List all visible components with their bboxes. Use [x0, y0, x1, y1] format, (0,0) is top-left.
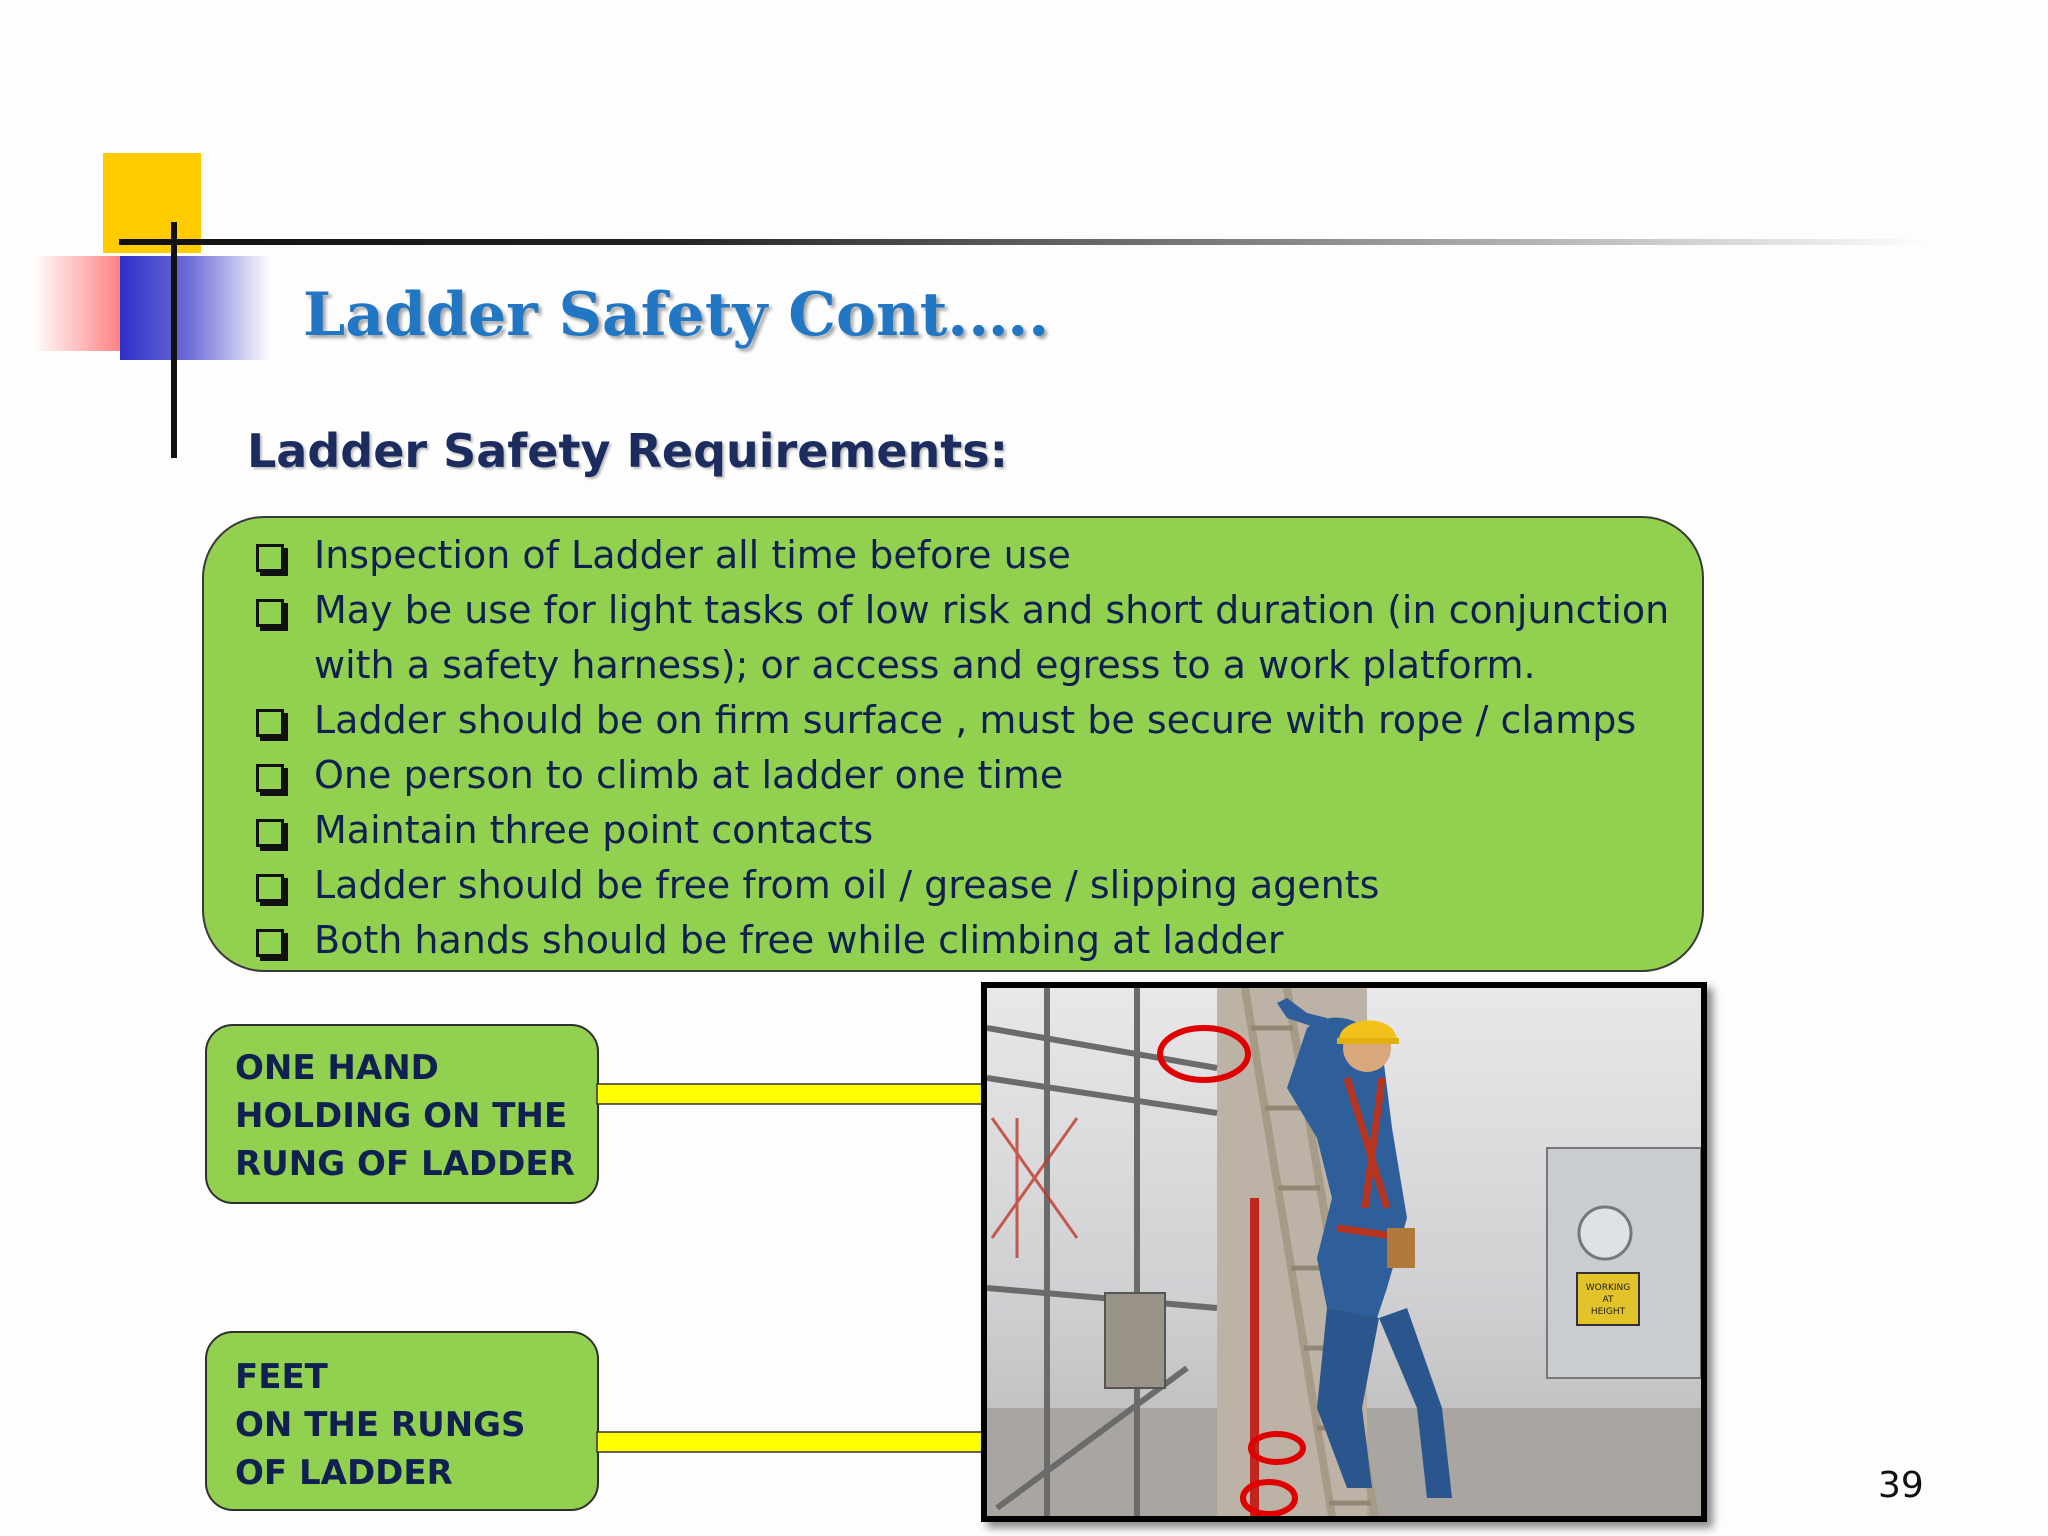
callout-feet	[205, 1331, 599, 1511]
callout-line: OF LADDER	[235, 1453, 453, 1493]
requirement-text: Both hands should be free while climbing at ladder	[314, 918, 1284, 962]
checkbox-bullet-icon	[256, 764, 284, 792]
checkbox-bullet-icon	[256, 819, 284, 847]
requirement-text: Maintain three point contacts	[314, 808, 874, 852]
requirement-text: Ladder should be on firm surface , must be secure with rope / clamps	[314, 698, 1637, 742]
photo-illustration	[987, 988, 1701, 1516]
callout-one-hand-text	[235, 1044, 575, 1188]
title-decoration-blue-gradient	[120, 256, 270, 360]
section-subtitle: Ladder Safety Requirements:	[247, 424, 1009, 478]
title-decoration-horizontal-rule	[119, 239, 1929, 245]
sign-text: AT	[1602, 1295, 1614, 1305]
callout-feet-text	[235, 1353, 526, 1497]
callout-line: ON THE RUNGS	[235, 1405, 526, 1445]
list-item	[252, 803, 1682, 858]
title-decoration-vertical-rule	[171, 222, 177, 458]
requirements-box	[202, 516, 1704, 972]
list-item	[252, 583, 1682, 693]
checkbox-bullet-icon	[256, 874, 284, 902]
list-item	[252, 913, 1682, 968]
callout-line: HOLDING ON THE	[235, 1096, 568, 1136]
checkbox-bullet-icon	[256, 544, 284, 572]
page-number: 39	[1878, 1465, 1924, 1506]
requirement-text: Ladder should be free from oil / grease / slipping agents	[314, 863, 1380, 907]
checkbox-bullet-icon	[256, 599, 284, 627]
checkbox-bullet-icon	[256, 929, 284, 957]
requirement-text: May be use for light tasks of low risk and short duration (in conjunction with a safety harness); or access and egress to a work platform.	[314, 588, 1670, 687]
title-decoration-yellow-square	[103, 153, 201, 253]
callout-one-hand	[205, 1024, 599, 1204]
list-item	[252, 748, 1682, 803]
sign-text: WORKING	[1585, 1283, 1631, 1293]
list-item	[252, 693, 1682, 748]
list-item	[252, 528, 1682, 583]
callout-line: ONE HAND	[235, 1048, 439, 1088]
requirement-text: Inspection of Ladder all time before use	[314, 533, 1071, 577]
callout-line: FEET	[235, 1357, 328, 1397]
list-item	[252, 858, 1682, 913]
requirements-list	[252, 528, 1682, 968]
checkbox-bullet-icon	[256, 709, 284, 737]
requirement-text: One person to climb at ladder one time	[314, 753, 1064, 797]
ladder-climbing-photo	[981, 982, 1707, 1522]
page-title: Ladder Safety Cont.….	[303, 280, 1050, 350]
sign-text: HEIGHT	[1590, 1307, 1626, 1317]
callout-line: RUNG OF LADDER	[235, 1144, 575, 1184]
